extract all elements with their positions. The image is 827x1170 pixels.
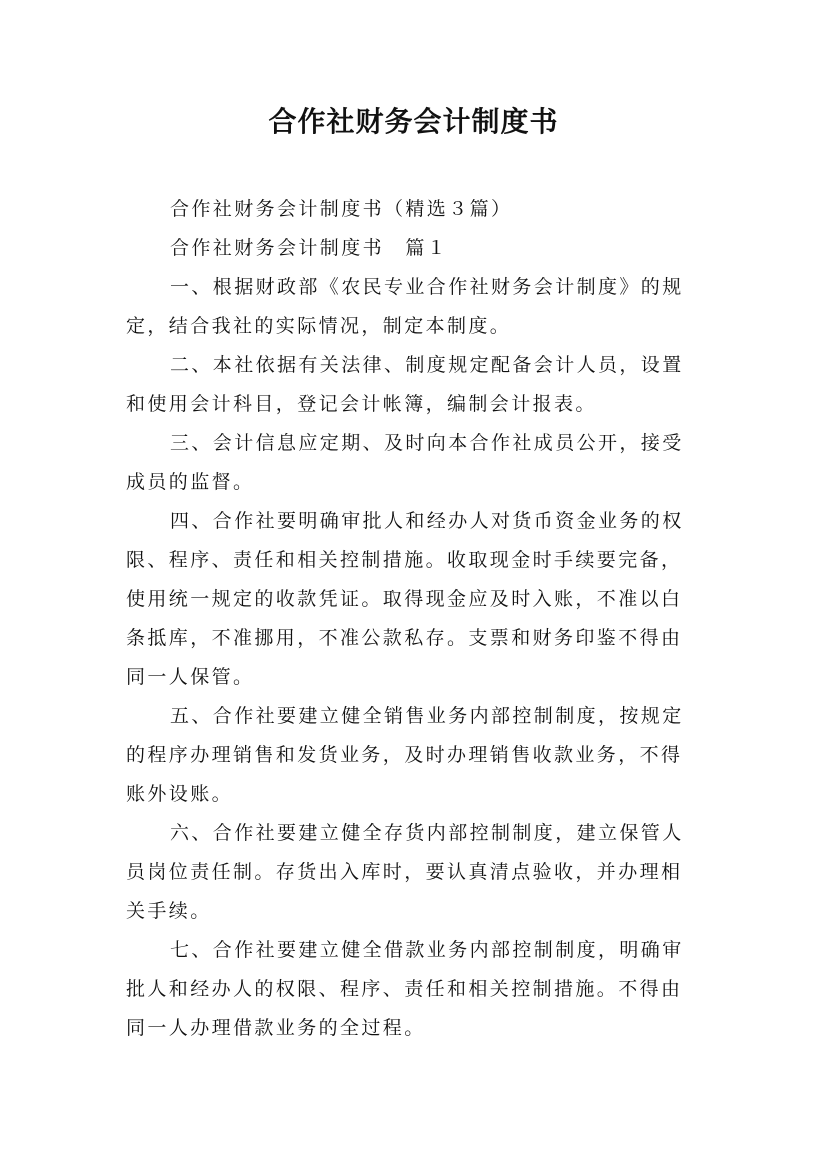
paragraph-4-line-2: 限、程序、责任和相关控制措施。收取现金时手续要完备，	[126, 549, 683, 571]
paragraph-7-line-1: 七、合作社要建立健全借款业务内部控制制度，明确审	[170, 939, 684, 961]
paragraph-4-line-4: 条抵库，不准挪用，不准公款私存。支票和财务印鉴不得由	[126, 627, 683, 649]
paragraph-7-line-3: 同一人办理借款业务的全过程。	[126, 1017, 426, 1039]
paragraph-5-line-3: 账外设账。	[126, 783, 234, 805]
paragraph-2-line-2: 和使用会计科目，登记会计帐簿，编制会计报表。	[126, 393, 597, 415]
document-body	[126, 190, 716, 1048]
paragraph-5-line-1: 五、合作社要建立健全销售业务内部控制制度，按规定	[170, 705, 684, 727]
document-title: 合作社财务会计制度书	[268, 105, 559, 138]
paragraph-6-line-3: 关手续。	[126, 900, 212, 922]
paragraph-5-line-2: 的程序办理销售和发货业务，及时办理销售收款业务，不得	[126, 744, 683, 766]
paragraph-7-line-2: 批人和经办人的权限、程序、责任和相关控制措施。不得由	[126, 978, 683, 1000]
section-heading: 合作社财务会计制度书 篇１	[170, 237, 449, 259]
paragraph-4-line-1: 四、合作社要明确审批人和经办人对货币资金业务的权	[170, 510, 684, 532]
paragraph-4-line-5: 同一人保管。	[126, 666, 255, 688]
subtitle-line: 合作社财务会计制度书（精选３篇）	[170, 198, 513, 220]
paragraph-6-line-2: 员岗位责任制。存货出入库时，要认真清点验收，并办理相	[126, 861, 683, 883]
paragraph-4-line-3: 使用统一规定的收款凭证。取得现金应及时入账，不准以白	[126, 588, 683, 610]
paragraph-2-line-1: 二、本社依据有关法律、制度规定配备会计人员，设置	[170, 354, 684, 376]
paragraph-1-line-2: 定，结合我社的实际情况，制定本制度。	[126, 315, 512, 337]
paragraph-6-line-1: 六、合作社要建立健全存货内部控制制度，建立保管人	[170, 822, 684, 844]
paragraph-3-line-1: 三、会计信息应定期、及时向本合作社成员公开，接受	[170, 432, 684, 454]
paragraph-3-line-2: 成员的监督。	[126, 471, 255, 493]
paragraph-1-line-1: 一、根据财政部《农民专业合作社财务会计制度》的规	[170, 276, 684, 298]
